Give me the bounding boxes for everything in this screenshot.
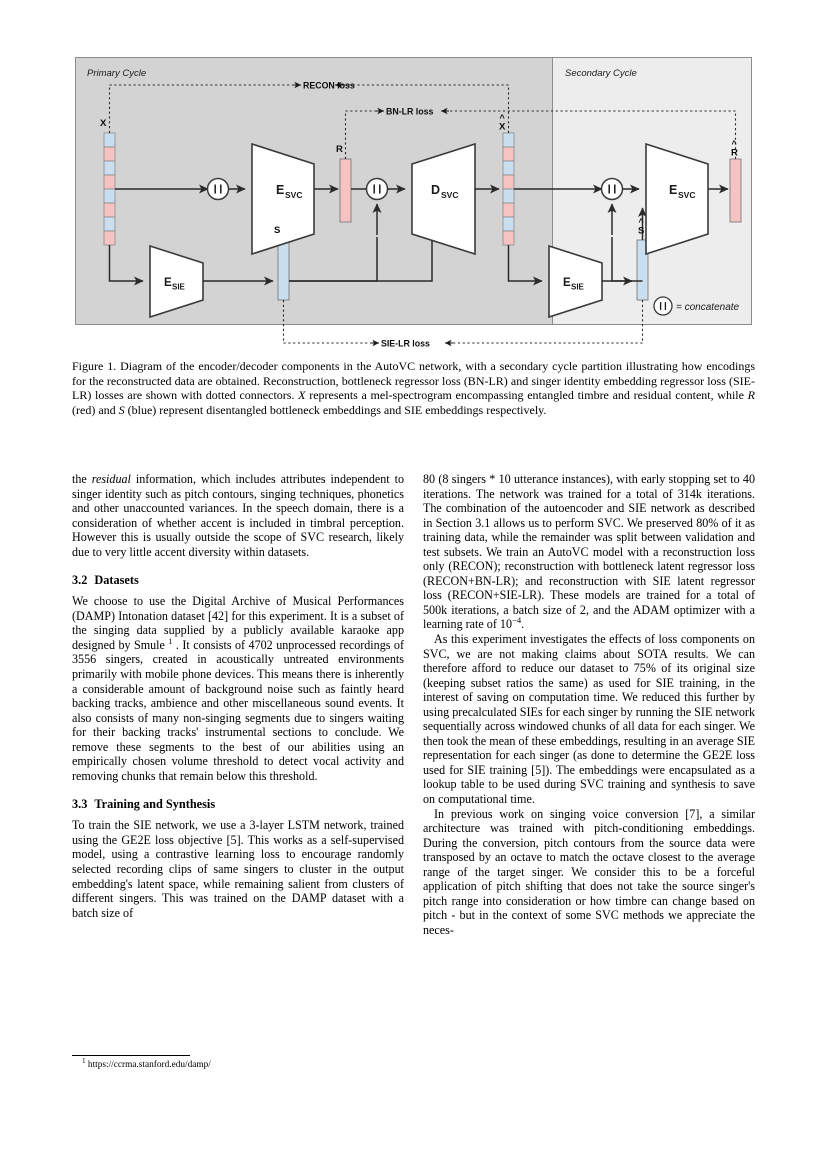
footnote-url[interactable]: https://ccrma.stanford.edu/damp/ [87, 1060, 211, 1070]
x-hat-spectrogram-block [503, 133, 514, 245]
concat-node-3 [602, 179, 623, 200]
section-3-3-title: Training and Synthesis [94, 796, 216, 811]
svg-text:E: E [669, 183, 678, 197]
svg-text:SVC: SVC [441, 190, 459, 200]
figure-caption-part4: (blue) represent disentangled bottleneck embeddings and SIE embeddings respectively. [124, 402, 547, 417]
left-p1-a: the [72, 472, 92, 486]
figure-caption [72, 359, 755, 417]
footnote-number: 1 [82, 1056, 86, 1065]
recon-loss-label: RECON loss [303, 80, 355, 91]
secondary-cycle-label: Secondary Cycle [565, 68, 637, 79]
figure-caption-part1: Diagram of the encoder/decoder components in the AutoVC network, with a secondary cycle partition illustrating how encodings for the reconstructed data are obtained. Reconstruction, bottleneck regressor loss (BN-LR) and singer identity embedding regressor loss (SIE-LR) losses are shown with dotted connectors. [72, 359, 755, 403]
bnlr-loss-label: BN-LR loss [386, 106, 434, 117]
x-block-label: X [100, 118, 107, 129]
right-p1-exponent: −4 [512, 615, 522, 626]
concat-node-1 [208, 179, 229, 200]
figure-caption-part2: represents a mel-spectrogram encompassing entangled timbre and residual content, while [305, 388, 748, 403]
footnote-block [72, 1055, 404, 1071]
s-block-label: S [274, 225, 281, 236]
left-text-column [72, 472, 404, 920]
caption-var-x: X [298, 388, 306, 403]
s-hat-caret: ^ [638, 217, 644, 227]
sielr-loss-label: SIE-LR loss [381, 338, 430, 349]
right-paragraph-2: As this experiment investigates the effects of loss components on SVC, we are not making claims about SOTA results. We can therefore afford to reduce our dataset to 75% of its original size (keeping subset ratios the same) as used for SIE training, in the interest of saving on computation time. We reduced this further by using precalculated SIEs for each singer by running the SIE network sequentially across windowed chunks of all data for each singer. We then took the mean of these embeddings, resulting in an average SIE representation for each singer (as done to determine the GE2E loss used for SIE training [5]). The embeddings were encapsulated as a lookup table to be used during SVC training and synthesis to save on computational time. [423, 632, 755, 807]
r-bottleneck-block [340, 159, 351, 222]
left-p2-b: . It consists of 4702 unprocessed recordings of 3556 singers, created in acoustically untreated environments primarily with mobile phone devices. This means there is inherently a considerable amount of background noise such as faintly heard backing tracks, ambience and other miscellaneous sound events. It also consists of many non-singing segments due to singers waiting for their backing tracks' instrumental sections to conclude. We remove these segments to the best of our abilities using an empirically chosen volume threshold to detect vocal activity and removing chunks that remain below this threshold. [72, 637, 405, 783]
r-hat-block-label: R [731, 147, 738, 159]
concat-node-2 [367, 179, 388, 200]
left-p1-b: information, which includes attributes independent to singer identity such as pitch contours, singing techniques, phonetics and other unaccounted variances. In the speech domain, there is a consideration of whether accent is included in timbral perception. However this is usually outside the scope of SVC research, likely due to very little accent diversity within datasets. [72, 472, 404, 559]
x-hat-caret: ^ [499, 113, 505, 123]
left-paragraph-1 [72, 472, 404, 559]
right-paragraph-1 [423, 472, 755, 632]
figure-caption-label: Figure 1. [72, 359, 117, 373]
esvc-primary-module [252, 144, 314, 254]
svg-text:E: E [276, 183, 285, 197]
x-spectrogram-block [104, 133, 115, 245]
right-p1-a: 80 (8 singers * 10 utterance instances), with early stopping set to 40 iterations. The network was trained for a total of 314k iterations. The combination of the autoencoder and SIE network as described in Section 3.1 allows us to perform SVC. We preserved 80% of it as training data, while the remainder was split between validation and test subsets. We train an AutoVC model with a reconstruction loss only (RECON); reconstruction with bottleneck latent regressor loss (RECON+BN-LR); and reconstruction with SIE latent regressor loss (RECON+SIE-LR). These models are trained for a total of 500k iterations, a batch size of 2, and the ADAM optimizer with a learning rate of 10 [423, 472, 755, 632]
primary-cycle-label: Primary Cycle [87, 68, 147, 79]
left-p2-a: We choose to use the Digital Archive of Musical Performances (DAMP) Intonation dataset [42] for this experiment. It is a subset of the singing data supplied by a publicly available karaoke app designed by Smule [72, 594, 404, 652]
esvc-secondary-module [646, 144, 708, 254]
r-block-label: R [336, 144, 343, 155]
svg-text:SVC: SVC [285, 190, 303, 200]
svg-text:SIE: SIE [172, 282, 185, 292]
figure-1-diagram [75, 57, 752, 349]
section-heading-3-2 [72, 573, 404, 587]
left-paragraph-2 [72, 594, 404, 783]
s-embedding-block [278, 240, 289, 300]
right-paragraph-3: In previous work on singing voice conversion [7], a similar architecture was trained with pitch-conditioning embeddings. During the conversion, pitch contours from the source data were transposed by an octave to match the octave closest to the average range of the target singer. We consider this to be a forceful application of pitch shifting that does not take the source singer's pitch range into consideration or how timbre can change based on pitch - but in the context of some SVC methods we appreciate the neces- [423, 806, 755, 937]
x-hat-block-label: X [499, 121, 506, 133]
section-3-2-title: Datasets [94, 572, 139, 587]
left-p1-italic: residual [91, 472, 131, 486]
s-hat-block-label: S [638, 225, 645, 237]
concatenate-legend-text: = concatenate [676, 302, 740, 313]
esie-primary-label: E [164, 277, 172, 289]
caption-var-r: R [747, 388, 755, 403]
figure-caption-part3: (red) and [72, 402, 119, 417]
svg-text:SVC: SVC [678, 190, 696, 200]
footnote-text [72, 1056, 404, 1071]
right-text-column [423, 472, 755, 938]
r-hat-caret: ^ [731, 139, 737, 149]
esie-secondary-label: E [563, 277, 571, 289]
caption-var-s: S [118, 402, 125, 417]
right-p1-b: . [521, 617, 525, 632]
section-3-3-number: 3.3 [72, 796, 88, 811]
svg-text:SIE: SIE [571, 282, 584, 292]
left-paragraph-3: To train the SIE network, we use a 3-layer LSTM network, trained using the GE2E loss objective [5]. This works as a self-supervised model, using a contrastive learning loss to encourage randomly selected recording clips of same singers to cluster in the output embedding's latent space, while remaining salient from clusters of different singers. This was trained on the DAMP dataset with a batch size of [72, 818, 404, 920]
section-3-2-number: 3.2 [72, 572, 88, 587]
footnote-rule [72, 1055, 190, 1056]
footnote-marker-inline: 1 [168, 636, 173, 646]
section-heading-3-3 [72, 797, 404, 811]
r-hat-bottleneck-block [730, 159, 741, 222]
svg-text:D: D [431, 183, 441, 197]
